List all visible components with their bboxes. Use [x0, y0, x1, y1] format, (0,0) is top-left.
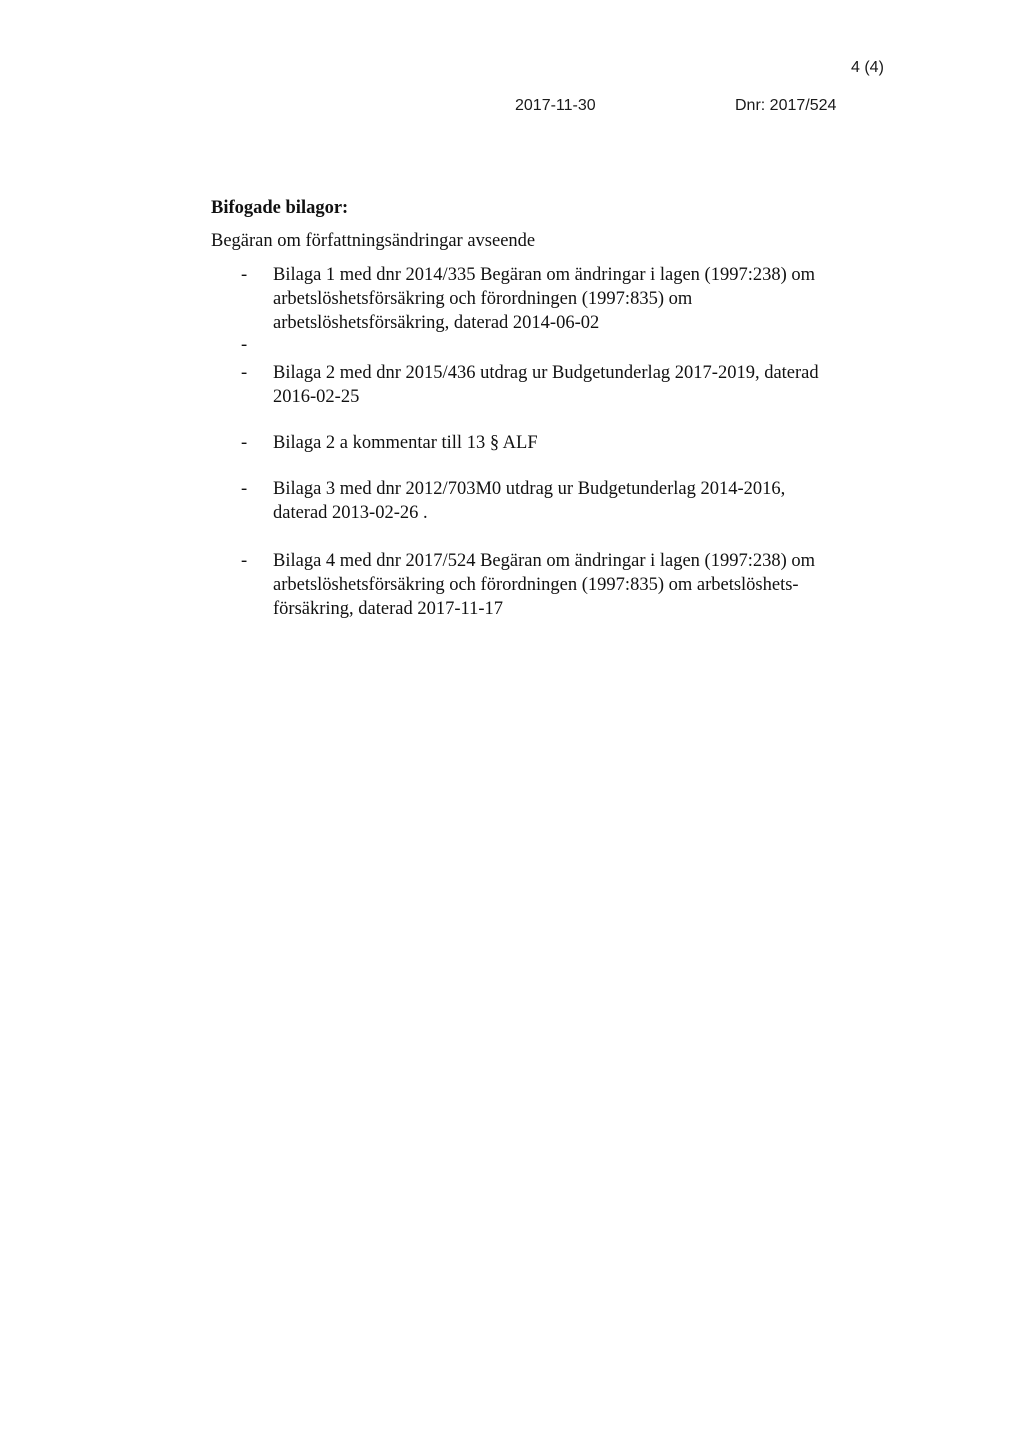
attachment-line: arbetslöshetsförsäkring och förordningen (1997:835) om — [273, 289, 693, 309]
attachment-line: Bilaga 2 a kommentar till 13 § ALF — [273, 433, 538, 453]
attachment-item-bilaga-2 — [211, 361, 901, 409]
list-dash: - — [241, 265, 248, 285]
list-dash: - — [241, 551, 248, 571]
document-body — [211, 196, 901, 621]
list-dash: - — [241, 363, 248, 383]
attachment-item-bilaga-3 — [211, 477, 901, 525]
attachments-heading: Bifogade bilagor: — [211, 198, 349, 218]
document-date: 2017-11-30 — [515, 97, 596, 114]
list-dash: - — [241, 479, 248, 499]
page-number: 4 (4) — [851, 59, 884, 76]
attachment-item-bilaga-2a — [211, 431, 901, 455]
attachments-intro: Begäran om författningsändringar avseende — [211, 231, 536, 251]
attachment-line: Bilaga 1 med dnr 2014/335 Begäran om ändringar i lagen (1997:238) om — [273, 265, 816, 285]
list-dash: - — [241, 335, 248, 355]
attachment-line: arbetslöshetsförsäkring, daterad 2014-06-02 — [273, 313, 600, 333]
attachment-item-bilaga-4 — [211, 549, 901, 621]
attachment-line: Bilaga 3 med dnr 2012/703M0 utdrag ur Budgetunderlag 2014-2016, — [273, 479, 786, 499]
attachment-item-bilaga-1 — [211, 263, 901, 335]
attachment-list — [211, 263, 901, 621]
document-dnr: Dnr: 2017/524 — [735, 97, 837, 114]
attachment-item-empty — [211, 335, 901, 359]
list-dash: - — [241, 433, 248, 453]
attachment-line: Bilaga 2 med dnr 2015/436 utdrag ur Budgetunderlag 2017-2019, daterad — [273, 363, 819, 383]
attachment-line: arbetslöshetsförsäkring och förordningen (1997:835) om arbetslöshets- — [273, 575, 799, 595]
attachment-line: 2016-02-25 — [273, 387, 360, 407]
attachment-line: daterad 2013-02-26 . — [273, 503, 428, 523]
attachment-line: försäkring, daterad 2017-11-17 — [273, 599, 503, 619]
attachment-line: Bilaga 4 med dnr 2017/524 Begäran om ändringar i lagen (1997:238) om — [273, 551, 816, 571]
